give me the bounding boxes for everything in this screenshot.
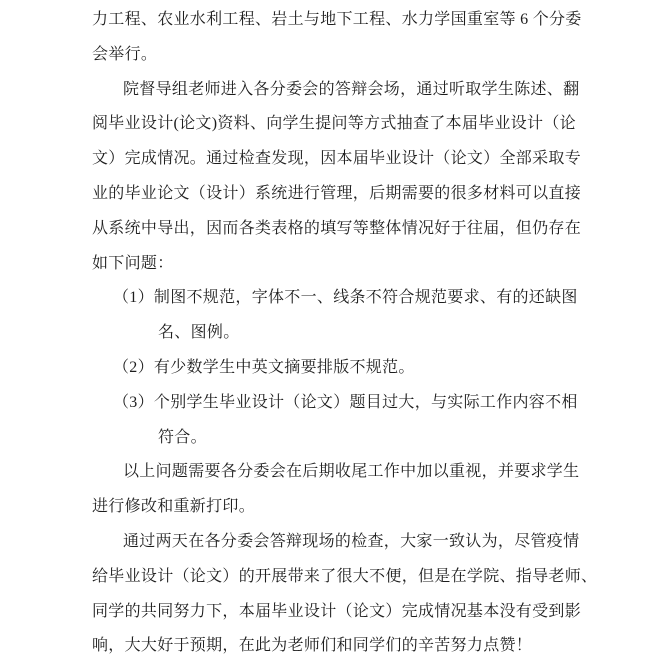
text-line: 同学的共同努力下，本届毕业设计（论文）完成情况基本没有受到影 — [92, 602, 582, 620]
text-line: 响，大大好于预期，在此为老师们和同学们的辛苦努力点赞！ — [92, 637, 533, 655]
text-line: 力工程、农业水利工程、岩土与地下工程、水力学国重室等 6 个分委 — [92, 11, 582, 28]
text-line: 院督导组老师进入各分委会的答辩会场，通过听取学生陈述、翻 — [123, 80, 580, 98]
list-item-line: 名、图例。 — [158, 324, 240, 342]
text-line: 通过两天在各分委会答辩现场的检查，大家一致认为，尽管疫情 — [123, 532, 580, 550]
list-item-line: （3）个别学生毕业设计（论文）题目过大，与实际工作内容不相 — [113, 393, 578, 411]
document-text — [92, 3, 662, 664]
text-line: 从系统中导出，因而各类表格的填写等整体情况好于往届，但仍存在 — [92, 219, 582, 237]
text-line: 业的毕业论文（设计）系统进行管理，后期需要的很多材料可以直接 — [92, 184, 582, 202]
list-item-line: （1）制图不规范，字体不一、线条不符合规范要求、有的还缺图 — [113, 289, 578, 307]
text-line: 阅毕业设计(论文)资料、向学生提问等方式抽查了本届毕业设计（论 — [92, 115, 576, 133]
text-line: 会举行。 — [92, 45, 158, 63]
text-line: 进行修改和重新打印。 — [92, 498, 256, 516]
text-line: 如下问题： — [92, 254, 174, 272]
text-line: 给毕业设计（论文）的开展带来了很大不便，但是在学院、指导老师、 — [92, 567, 598, 585]
list-item-line: 符合。 — [158, 428, 207, 446]
text-line: 文）完成情况。通过检查发现，因本届毕业设计（论文）全部采取专 — [92, 150, 582, 168]
list-item-line: （2）有少数学生中英文摘要排版不规范。 — [113, 358, 415, 376]
text-line: 以上问题需要各分委会在后期收尾工作中加以重视，并要求学生 — [123, 463, 580, 481]
